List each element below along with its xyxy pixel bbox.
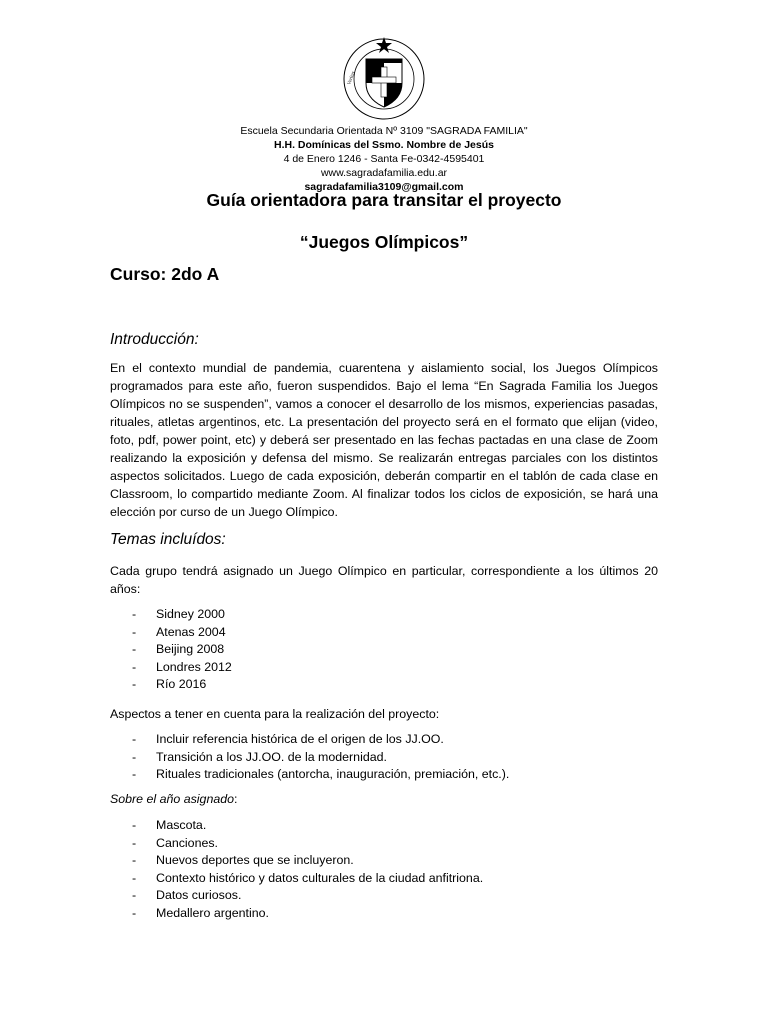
- intro-heading: Introducción:: [110, 331, 199, 348]
- school-header: [0, 124, 768, 194]
- list-item: - Incluir referencia histórica de el origen de los JJ.OO.: [110, 731, 509, 749]
- list-item: - Beijing 2008: [110, 641, 232, 659]
- list-item: - Sidney 2000: [110, 606, 232, 624]
- aspectos-paragraph: Aspectos a tener en cuenta para la realización del proyecto:: [110, 707, 440, 721]
- list-item: - Datos curiosos.: [110, 887, 483, 905]
- temas-heading: Temas incluídos:: [110, 531, 226, 548]
- school-address: 4 de Enero 1246 - Santa Fe-0342-4595401: [283, 153, 485, 165]
- school-website: www.sagradafamilia.edu.ar: [320, 167, 448, 179]
- course-label: Curso: 2do A: [110, 264, 220, 284]
- anio-label: [110, 792, 237, 806]
- svg-text:Veritas: Veritas: [347, 70, 357, 86]
- school-seal-logo: [336, 33, 432, 121]
- olympics-list: [110, 606, 232, 694]
- temas-paragraph: Cada grupo tendrá asignado un Juego Olímpico en particular, correspondiente a los últimos 20 años:: [110, 564, 658, 596]
- anio-list: [110, 817, 483, 923]
- list-item: - Atenas 2004: [110, 624, 232, 642]
- school-name: Escuela Secundaria Orientada Nº 3109 "SAGRADA FAMILIA": [240, 125, 528, 137]
- list-item: - Londres 2012: [110, 659, 232, 677]
- list-item: - Transición a los JJ.OO. de la modernidad.: [110, 749, 509, 767]
- list-item: - Rituales tradicionales (antorcha, inauguración, premiación, etc.).: [110, 766, 509, 784]
- anio-label-colon: :: [234, 792, 238, 806]
- list-item: - Nuevos deportes que se incluyeron.: [110, 852, 483, 870]
- list-item: - Medallero argentino.: [110, 905, 483, 923]
- list-item: - Río 2016: [110, 676, 232, 694]
- school-email: sagradafamilia3109@gmail.com: [304, 181, 464, 193]
- intro-paragraph: En el contexto mundial de pandemia, cuarentena y aislamiento social, los Juegos Olímpicos programados para este año, fueron suspendidos. Bajo el lema “En Sagrada Familia los Juegos Olímpicos no se suspenden”, vamos a conocer el desarrollo de los mismos, experiencias pasadas, rituales, atletas argentinos, etc. La presentación del proyecto será en el formato que elijan (video, foto, pdf, power point, etc) y deberá ser presentado en las fechas pactadas en una clase de Zoom realizando la exposición y defensa del mismo. Se realizarán entregas parciales con los distintos aspectos solicitados. Luego de cada exposición, deberán compartir en el tablón de cada clase en Classroom, lo compartido mediante Zoom. Al finalizar todos los ciclos de exposición, se hará una elección por curso de un Juego Olímpico.: [110, 361, 658, 519]
- aspectos-list: [110, 731, 509, 784]
- list-item: - Mascota.: [110, 817, 483, 835]
- anio-label-text: Sobre el año asignado: [110, 792, 235, 806]
- list-item: - Canciones.: [110, 835, 483, 853]
- congregation-name: H.H. Domínicas del Ssmo. Nombre de Jesús: [274, 139, 494, 151]
- document-title: Guía orientadora para transitar el proyecto: [206, 190, 562, 210]
- document-subtitle: “Juegos Olímpicos”: [299, 232, 469, 252]
- list-item: - Contexto histórico y datos culturales de la ciudad anfitriona.: [110, 870, 483, 888]
